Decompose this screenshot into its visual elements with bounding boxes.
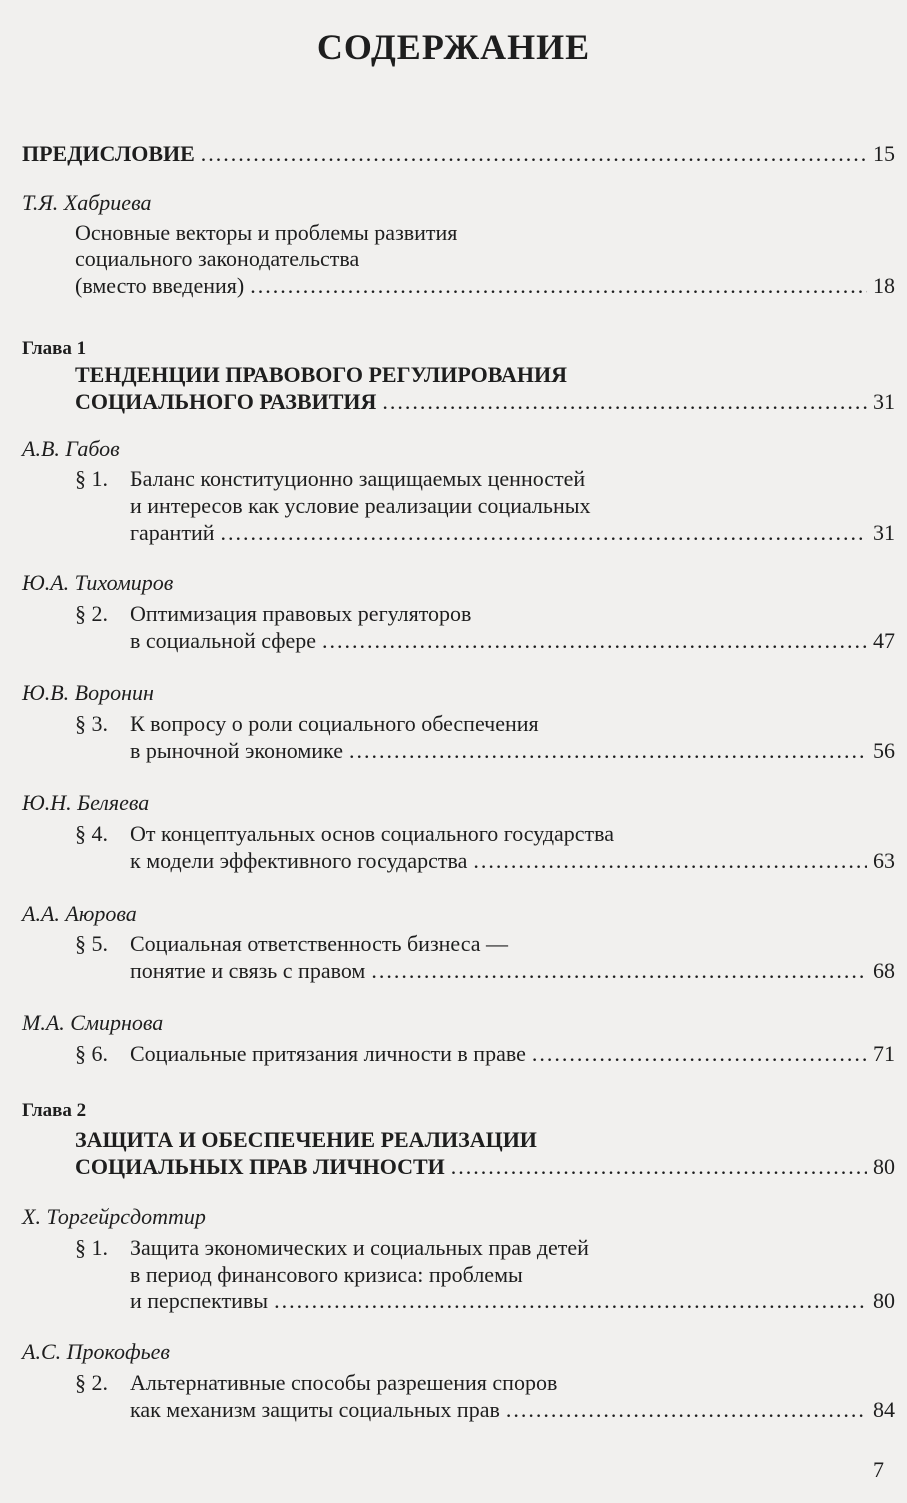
entry-page: 47 [873,628,895,653]
chapter-title-line: ТЕНДЕНЦИИ ПРАВОВОГО РЕГУЛИРОВАНИЯ [75,362,568,387]
section-number: § 3. [75,711,108,736]
entry-author: Х. Торгейрсдоттир [22,1204,206,1229]
dot-leader [382,389,867,415]
entry-title-line: понятие и связь с правом [130,958,366,983]
section-number: § 1. [75,466,108,491]
chapter-label: Глава 1 [22,338,87,359]
entry-page: 63 [873,848,895,873]
entry-title-line: в период финансового кризиса: проблемы [130,1262,523,1287]
entry-author: Ю.В. Воронин [22,680,154,705]
entry-author: Ю.А. Тихомиров [22,570,174,595]
entry-page: 15 [873,141,895,166]
dot-leader [532,1041,867,1067]
entry-title-line: в социальной сфере [130,628,317,653]
entry-label: ПРЕДИСЛОВИЕ [22,141,195,166]
entry-page: 31 [873,520,895,545]
entry-title-line: Основные векторы и проблемы развития [75,220,458,245]
section-number: § 1. [75,1235,108,1260]
toc-entry-section [130,1288,895,1314]
toc-entry-intro [75,273,895,299]
chapter-title-line: ЗАЩИТА И ОБЕСПЕЧЕНИЕ РЕАЛИЗАЦИИ [75,1127,537,1152]
entry-title-line: Альтернативные способы разрешения споров [130,1370,558,1395]
entry-title-line: (вместо введения) [75,273,245,298]
entry-page: 71 [873,1041,895,1066]
entry-title-line: в рыночной экономике [130,738,343,763]
entry-page: 18 [873,273,895,298]
toc-entry-chapter1 [75,389,895,415]
entry-title-line: Оптимизация правовых регуляторов [130,601,472,626]
dot-leader [201,141,867,167]
chapter-title-line: СОЦИАЛЬНОГО РАЗВИТИЯ [75,389,377,414]
entry-title-line: Социальные притязания личности в праве [130,1041,526,1066]
entry-title-line: От концептуальных основ социального государства [130,821,615,846]
entry-title-line: К вопросу о роли социального обеспечения [130,711,539,736]
section-number: § 2. [75,1370,108,1395]
entry-page: 68 [873,958,895,983]
toc-entry-section [130,628,895,654]
entry-title-line: Защита экономических и социальных прав детей [130,1235,589,1260]
page-number: 7 [873,1457,884,1482]
chapter-title-line: СОЦИАЛЬНЫХ ПРАВ ЛИЧНОСТИ [75,1154,445,1179]
entry-title-line: гарантий [130,520,215,545]
entry-page: 84 [873,1397,895,1422]
entry-page: 56 [873,738,895,763]
toc-entry-foreword [22,141,895,167]
entry-author: А.В. Габов [22,436,120,461]
entry-author: Т.Я. Хабриева [22,190,152,215]
entry-page: 31 [873,389,895,414]
chapter-label: Глава 2 [22,1100,87,1121]
toc-entry-section [130,1397,895,1423]
entry-title-line: и интересов как условие реализации социальных [130,493,591,518]
toc-entry-section [130,1041,895,1067]
entry-title-line: Социальная ответственность бизнеса — [130,931,509,956]
toc-entry-section [130,520,895,546]
entry-author: Ю.Н. Беляева [22,790,150,815]
entry-title-line: как механизм защиты социальных прав [130,1397,500,1422]
dot-leader [274,1288,867,1314]
toc-entry-section [130,848,895,874]
dot-leader [451,1154,867,1180]
dot-leader [349,738,867,764]
toc-entry-chapter2 [75,1154,895,1180]
dot-leader [506,1397,867,1423]
section-number: § 4. [75,821,108,846]
dot-leader [371,958,867,984]
entry-author: М.А. Смирнова [22,1010,164,1035]
section-number: § 2. [75,601,108,626]
toc-entry-section [130,958,895,984]
section-number: § 6. [75,1041,108,1066]
entry-page: 80 [873,1154,895,1179]
dot-leader [221,520,868,546]
toc-entry-section [130,738,895,764]
dot-leader [322,628,867,654]
section-number: § 5. [75,931,108,956]
dot-leader [250,273,867,299]
entry-author: А.С. Прокофьев [22,1339,170,1364]
entry-title-line: социального законодательства [75,246,360,271]
entry-title-line: и перспективы [130,1288,269,1313]
entry-title-line: Баланс конституционно защищаемых ценностей [130,466,586,491]
dot-leader [473,848,867,874]
entry-author: А.А. Аюрова [22,901,137,926]
page-title: СОДЕРЖАНИЕ [316,27,591,67]
entry-page: 80 [873,1288,895,1313]
entry-title-line: к модели эффективного государства [130,848,468,873]
